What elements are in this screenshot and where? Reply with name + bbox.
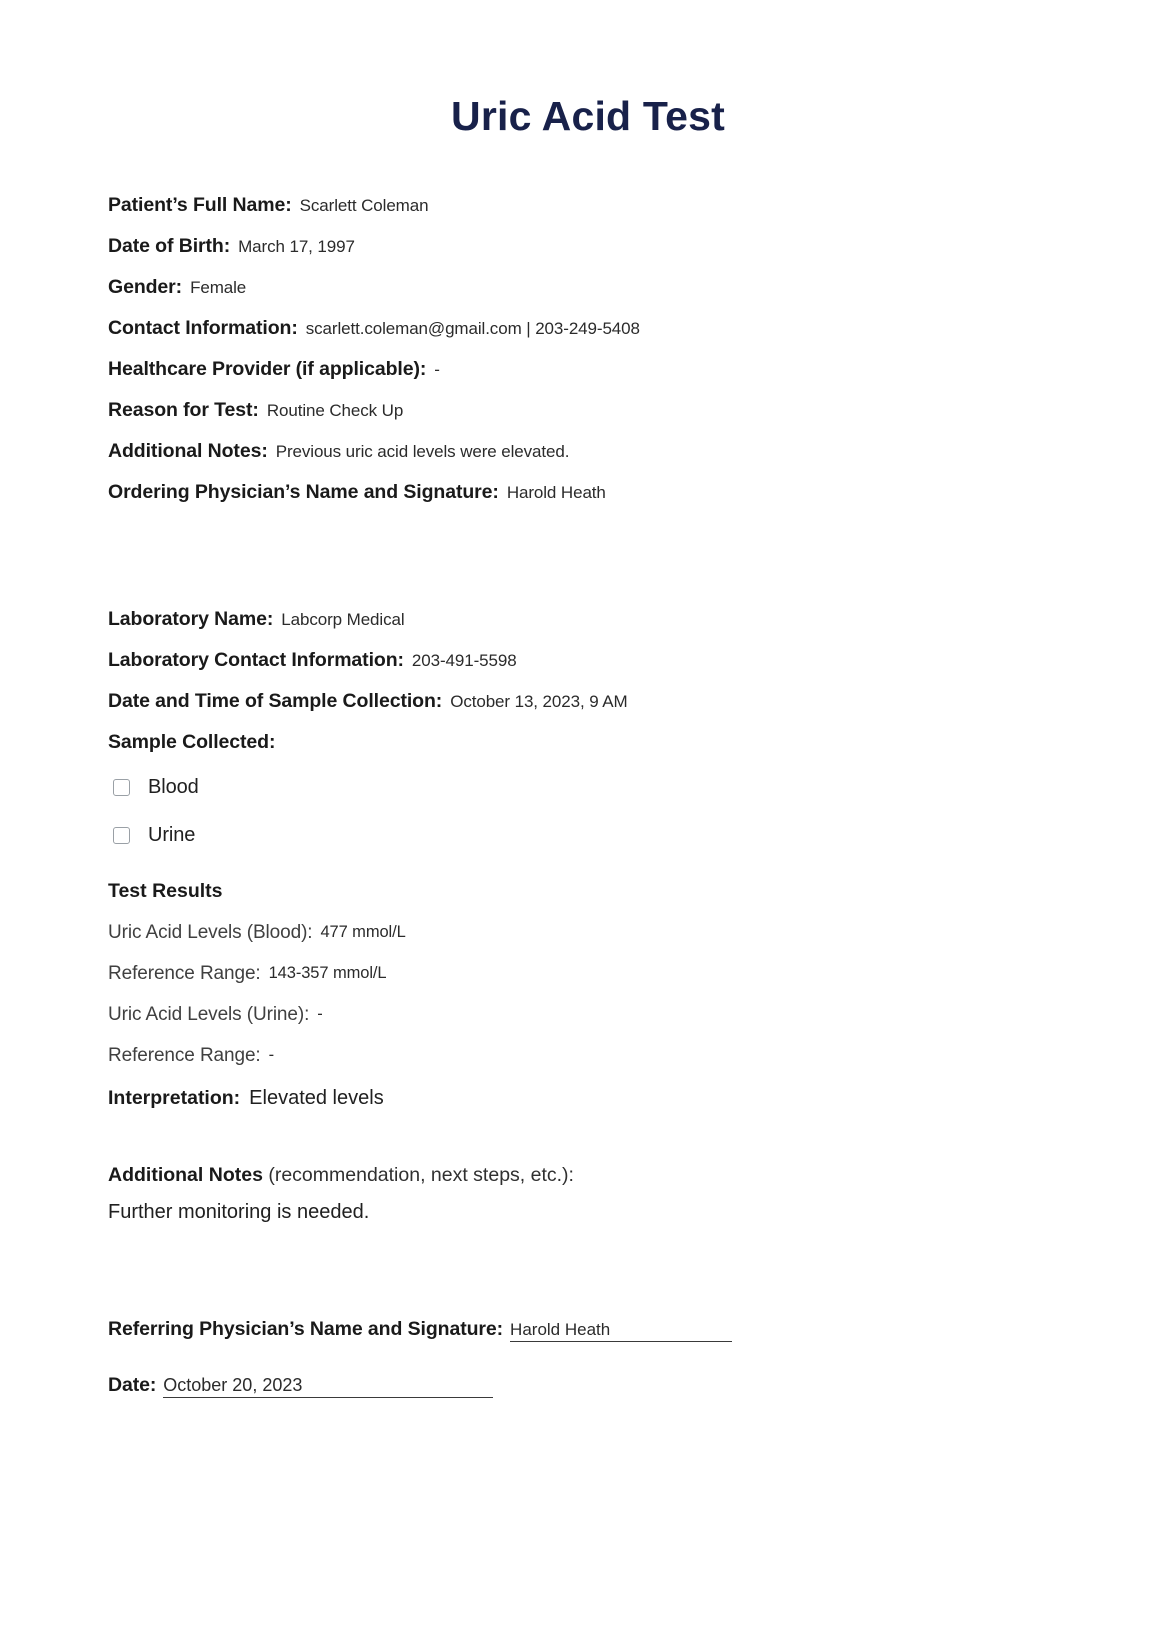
reason-for-test-row [108, 390, 1176, 431]
result-label-reference-range-urine: Reference Range: [108, 1044, 261, 1066]
ordering-physician-label: Ordering Physician’s Name and Signature: [108, 480, 499, 503]
laboratory-name-value[interactable]: Labcorp Medical [281, 610, 405, 630]
sample-option-blood[interactable] [108, 763, 1176, 811]
laboratory-name-label: Laboratory Name: [108, 607, 274, 630]
laboratory-contact-value[interactable]: 203-491-5598 [411, 651, 517, 671]
patient-name-row [108, 185, 1176, 226]
sample-collected-label: Sample Collected: [108, 730, 276, 753]
patient-additional-notes-row [108, 431, 1176, 472]
result-value-reference-range-urine[interactable]: - [268, 1046, 275, 1065]
test-results-section [108, 871, 1176, 1120]
date-of-birth-label: Date of Birth: [108, 234, 231, 257]
sample-option-blood-label: Blood [148, 775, 199, 798]
gender-value[interactable]: Female [190, 278, 247, 298]
result-row-reference-range-blood [108, 953, 1176, 994]
checkbox-icon-urine[interactable] [113, 827, 130, 844]
referring-physician-label: Referring Physician’s Name and Signature: [108, 1317, 504, 1340]
signature-date-line[interactable] [163, 1376, 493, 1398]
referring-physician-value: Harold Heath [510, 1319, 611, 1339]
signature-date-row [108, 1374, 1176, 1416]
laboratory-name-row [108, 599, 1176, 640]
result-label-uric-acid-blood: Uric Acid Levels (Blood): [108, 921, 313, 943]
result-label-uric-acid-urine: Uric Acid Levels (Urine): [108, 1003, 310, 1025]
healthcare-provider-label: Healthcare Provider (if applicable): [108, 357, 427, 380]
gender-row [108, 267, 1176, 308]
sample-collection-datetime-label: Date and Time of Sample Collection: [108, 689, 443, 712]
healthcare-provider-value[interactable]: - [434, 360, 440, 380]
patient-information-section [108, 185, 1176, 513]
interpretation-row [108, 1076, 1176, 1120]
result-label-reference-range-blood: Reference Range: [108, 962, 261, 984]
patient-additional-notes-label: Additional Notes: [108, 439, 268, 462]
result-value-reference-range-blood[interactable]: 143-357 mmol/L [268, 964, 387, 983]
date-of-birth-row [108, 226, 1176, 267]
additional-notes-heading-regular: (recommendation, next steps, etc.): [262, 1164, 574, 1187]
laboratory-contact-row [108, 640, 1176, 681]
reason-for-test-label: Reason for Test: [108, 398, 259, 421]
laboratory-contact-label: Laboratory Contact Information: [108, 648, 404, 671]
signature-date-value: October 20, 2023 [163, 1374, 303, 1395]
contact-information-value[interactable]: scarlett.coleman@gmail.com | 203-249-5408 [305, 319, 640, 339]
reason-for-test-value[interactable]: Routine Check Up [266, 401, 404, 421]
result-value-uric-acid-blood[interactable]: 477 mmol/L [320, 923, 406, 942]
additional-notes-section [108, 1166, 1176, 1222]
additional-notes-body[interactable]: Further monitoring is needed. [108, 1200, 370, 1223]
signature-date-label: Date: [108, 1373, 157, 1396]
interpretation-label: Interpretation: [108, 1086, 241, 1109]
ordering-physician-value[interactable]: Harold Heath [506, 483, 606, 503]
sample-collection-datetime-value[interactable]: October 13, 2023, 9 AM [450, 692, 628, 712]
contact-information-label: Contact Information: [108, 316, 298, 339]
patient-additional-notes-value[interactable]: Previous uric acid levels were elevated. [275, 442, 570, 462]
healthcare-provider-row [108, 349, 1176, 390]
laboratory-information-section [108, 599, 1176, 859]
additional-notes-heading [108, 1166, 1176, 1186]
sample-option-urine[interactable] [108, 811, 1176, 859]
interpretation-value[interactable]: Elevated levels [249, 1086, 384, 1109]
result-row-uric-acid-blood [108, 912, 1176, 953]
contact-information-row [108, 308, 1176, 349]
sample-option-urine-label: Urine [148, 823, 196, 846]
patient-name-label: Patient’s Full Name: [108, 193, 292, 216]
ordering-physician-row [108, 472, 1176, 513]
sample-collected-row [108, 722, 1176, 763]
additional-notes-heading-bold: Additional Notes [108, 1164, 263, 1187]
document-body [0, 185, 1176, 1416]
date-of-birth-value[interactable]: March 17, 1997 [238, 237, 355, 257]
patient-name-value[interactable]: Scarlett Coleman [299, 196, 429, 216]
test-results-heading: Test Results [108, 880, 223, 903]
result-row-reference-range-urine [108, 1035, 1176, 1076]
result-value-uric-acid-urine[interactable]: - [317, 1005, 323, 1024]
checkbox-icon-blood[interactable] [113, 779, 130, 796]
signature-section [108, 1318, 1176, 1416]
referring-physician-row [108, 1318, 1176, 1360]
page-title: Uric Acid Test [451, 93, 725, 139]
sample-collection-datetime-row [108, 681, 1176, 722]
result-row-uric-acid-urine [108, 994, 1176, 1035]
gender-label: Gender: [108, 275, 183, 298]
referring-physician-signature-line[interactable] [510, 1321, 732, 1342]
